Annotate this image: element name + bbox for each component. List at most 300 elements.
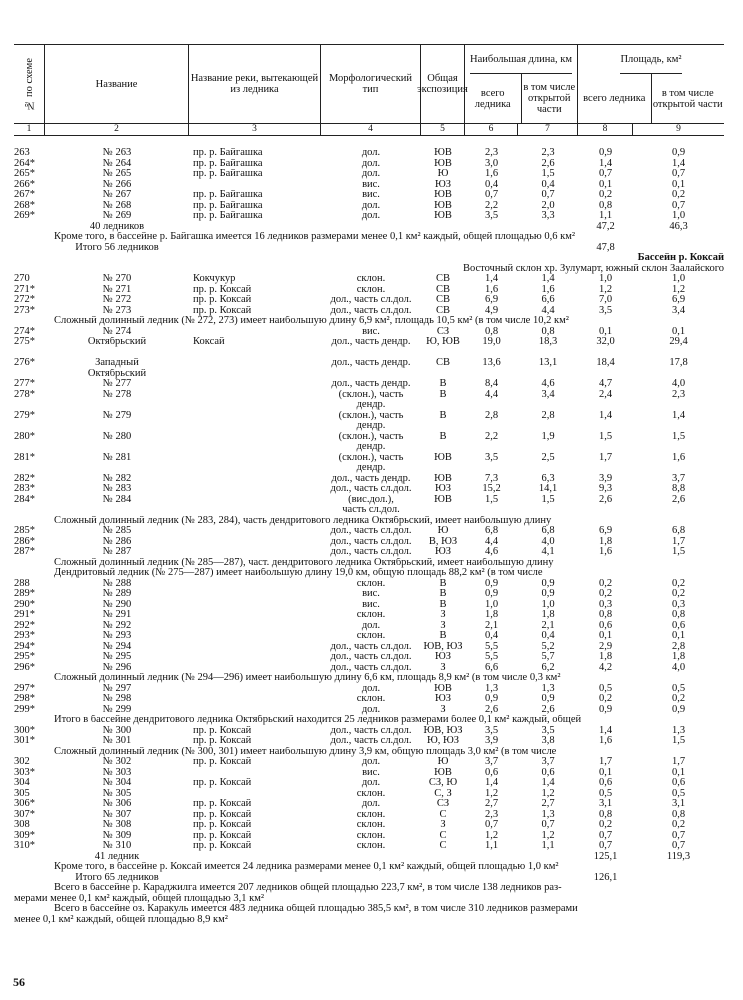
glacier-number: 267* — [14, 190, 35, 200]
length-total: 6,9 — [484, 295, 499, 305]
length-open: 1,0 — [541, 599, 555, 610]
length-total: 3,5 — [484, 725, 499, 736]
exposure: ЮВ — [434, 473, 452, 484]
length-total: 2,6 — [484, 704, 499, 715]
glacier-number — [14, 852, 45, 863]
table-row — [14, 211, 724, 222]
area-total: 1,4 — [598, 410, 613, 421]
area-total: 125,1 — [593, 851, 618, 862]
glacier-number — [14, 873, 45, 884]
length-open — [518, 369, 578, 380]
header-area-group: Площадь, км² всего ледника в том числе открытой части — [578, 45, 724, 123]
table-row — [14, 169, 724, 180]
text-line: Сложный долинный ледник (№ 300, 301) имеет наибольшую длину 3,9 км, общую площадь 3,0 км² (в том числе — [54, 746, 557, 757]
exposure — [421, 222, 465, 233]
length-total: 3,5 — [484, 211, 499, 221]
glacier-number: 301* — [14, 736, 35, 746]
exposure: В — [439, 379, 447, 389]
area-total — [578, 442, 633, 453]
table-row — [14, 600, 724, 611]
glacier-name: 41 ледник — [94, 851, 140, 862]
exposure — [421, 442, 465, 453]
length-total: 1,2 — [484, 830, 499, 841]
length-open: 3,5 — [541, 725, 555, 736]
exposure: С — [439, 841, 447, 851]
area-open: 1,8 — [671, 652, 686, 662]
length-total: 1,5 — [484, 494, 499, 505]
length-open: 2,3 — [541, 148, 555, 158]
morph-type: дол., часть сл.дол. — [330, 526, 412, 536]
text-line: менее 0,1 км² каждый, общей площадью 8,9 км² — [14, 914, 228, 925]
glacier-number: 303* — [14, 767, 35, 778]
area-open: 6,9 — [671, 295, 686, 305]
table-row — [14, 631, 724, 642]
length-open: 4,4 — [541, 305, 555, 316]
length-open: 5,7 — [541, 652, 555, 662]
area-open: 0,2 — [671, 694, 686, 704]
glacier-number: 270 — [14, 274, 30, 284]
glacier-name: № 289 — [102, 589, 132, 599]
length-total — [465, 505, 518, 516]
length-total: 0,9 — [484, 578, 499, 589]
area-total: 0,6 — [598, 620, 613, 631]
river-name: пр. р. Коксай — [193, 841, 252, 851]
glacier-name: № 290 — [102, 599, 132, 610]
table-row — [14, 390, 724, 401]
table-row — [14, 505, 724, 516]
column-number: 2 — [45, 124, 189, 135]
morph-type: дол., часть сл.дол. — [330, 736, 412, 746]
glacier-name: № 280 — [102, 431, 132, 442]
glacier-number: 310* — [14, 841, 35, 851]
morph-type: дол., часть дендр. — [331, 379, 411, 389]
area-total: 126,1 — [593, 872, 618, 883]
area-open: 2,8 — [671, 641, 686, 652]
glacier-name: Октябрьский — [87, 368, 147, 379]
area-open — [633, 873, 724, 884]
river-name — [189, 400, 321, 411]
morph-type: дол. — [361, 148, 381, 158]
area-open: 1,3 — [671, 725, 686, 736]
length-total: 2,2 — [484, 431, 499, 442]
document-page — [14, 44, 724, 925]
morph-type: дол., часть сл.дол. — [330, 641, 412, 652]
glacier-name: № 273 — [102, 305, 132, 316]
text-line: Сложный долинный ледник (№ 283, 284), часть дендритового ледника Октябрьский, имеет наибольшую длину — [54, 515, 552, 526]
glacier-number: 285* — [14, 526, 35, 536]
morph-type: дендр. — [356, 442, 386, 452]
area-open: 0,2 — [671, 589, 686, 599]
length-open: 2,6 — [541, 704, 555, 715]
area-open: 0,5 — [671, 788, 686, 799]
exposure: ЮВ — [434, 190, 452, 200]
area-open: 0,9 — [671, 704, 686, 715]
glacier-name: 40 ледников — [89, 221, 145, 232]
length-total — [465, 463, 518, 474]
glacier-name: № 266 — [102, 179, 132, 190]
length-open: 1,5 — [541, 494, 555, 505]
length-open — [518, 442, 578, 453]
glacier-number — [14, 243, 45, 254]
glacier-number: 307* — [14, 809, 35, 820]
length-open: 0,7 — [541, 820, 555, 830]
exposure: СЗ, Ю — [428, 778, 458, 788]
river-name: пр. р. Байгашка — [193, 190, 263, 200]
length-open: 1,9 — [541, 431, 555, 442]
exposure: З — [440, 820, 446, 830]
glacier-number: 281* — [14, 452, 35, 463]
river-name — [189, 873, 321, 884]
area-open: 0,1 — [671, 326, 686, 337]
length-open: 4,6 — [541, 379, 555, 389]
area-total: 0,8 — [598, 200, 613, 211]
text-line: Кроме того, в бассейне р. Коксай имеется 24 ледника размерами менее 0,1 км² каждый, общей площадью 1,0 км² — [54, 862, 559, 872]
glacier-number: 282* — [14, 473, 35, 484]
glacier-number: 289* — [14, 589, 35, 599]
length-total: 1,8 — [484, 610, 499, 620]
table-row — [14, 694, 724, 705]
glacier-number: 269* — [14, 211, 35, 221]
area-total: 3,5 — [598, 305, 613, 316]
area-total: 0,9 — [598, 148, 613, 158]
area-open: 3,4 — [671, 305, 686, 316]
area-total: 1,5 — [598, 431, 613, 442]
table-row — [14, 180, 724, 191]
length-total: 1,1 — [484, 841, 499, 851]
exposure: ЮВ — [434, 200, 452, 211]
area-open: 0,6 — [671, 620, 686, 631]
column-number: 5 — [421, 124, 465, 135]
river-name — [189, 442, 321, 453]
glacier-name: № 298 — [102, 694, 132, 704]
glacier-number: 264* — [14, 158, 35, 169]
column-number: 6 — [465, 124, 518, 135]
glacier-name — [45, 505, 189, 516]
length-total: 1,6 — [484, 169, 499, 179]
table-row — [14, 369, 724, 380]
glacier-number — [14, 505, 45, 516]
glacier-name: № 265 — [102, 169, 132, 179]
text-line: Сложный долинный ледник (№ 285—287), част. дендритового ледника Октябрьский, имеет наибольшую длину — [54, 557, 554, 568]
morph-type: дол. — [361, 169, 381, 179]
exposure: З — [440, 620, 446, 631]
exposure: СВ — [435, 305, 450, 316]
morph-type: дендр. — [356, 463, 386, 473]
glacier-name: № 274 — [102, 326, 132, 337]
morph-type: дол. — [361, 683, 381, 694]
table-row — [14, 285, 724, 296]
length-open: 3,8 — [541, 736, 555, 746]
morph-type: склон. — [356, 284, 386, 295]
area-open: 0,5 — [671, 683, 686, 694]
glacier-name: № 300 — [102, 725, 132, 736]
glacier-name: Западный — [95, 358, 139, 368]
header-river: Название реки, вытекающей из ледника — [189, 45, 321, 123]
morph-type: склон. — [356, 610, 386, 620]
length-open: 6,6 — [541, 295, 555, 305]
area-total: 0,8 — [598, 809, 613, 820]
river-name — [189, 474, 321, 485]
length-open: 0,8 — [541, 326, 555, 337]
length-open: 1,8 — [541, 610, 555, 620]
exposure: В — [439, 431, 447, 442]
table-row — [14, 474, 724, 485]
exposure: ЮВ — [434, 211, 452, 221]
morph-type: дол., часть дендр. — [331, 337, 411, 347]
area-open — [633, 505, 724, 516]
area-open: 3,1 — [671, 799, 686, 809]
length-total: 6,6 — [484, 662, 499, 673]
morph-type: склон. — [356, 578, 386, 589]
river-name — [189, 621, 321, 632]
exposure — [421, 400, 465, 411]
table-row — [14, 306, 724, 317]
glacier-number: 295* — [14, 652, 35, 662]
length-total: 1,4 — [484, 778, 499, 788]
table-row — [14, 243, 724, 254]
area-open: 1,6 — [671, 452, 686, 463]
exposure: СВ — [435, 358, 450, 368]
glacier-number: 302 — [14, 757, 30, 767]
exposure: ЮВ — [434, 148, 452, 158]
glacier-name: № 288 — [102, 578, 132, 589]
length-total: 4,4 — [484, 536, 499, 547]
table-row — [14, 579, 724, 590]
length-open: 2,1 — [541, 620, 555, 631]
exposure: С — [439, 809, 447, 820]
length-open: 0,9 — [541, 589, 555, 599]
river-name — [189, 390, 321, 401]
column-numbers — [14, 124, 724, 136]
column-number: 9 — [676, 124, 681, 134]
length-open: 18,3 — [538, 337, 558, 347]
morph-type: дол. — [361, 158, 381, 169]
river-name — [189, 505, 321, 516]
area-open — [633, 463, 724, 474]
length-open: 1,1 — [541, 841, 555, 851]
area-open: 0,1 — [671, 767, 686, 778]
area-total: 1,7 — [598, 452, 613, 463]
glacier-name: № 277 — [102, 379, 132, 389]
area-open: 0,8 — [671, 809, 686, 820]
area-total: 1,1 — [598, 211, 613, 221]
glacier-number: 304 — [14, 778, 30, 788]
length-open: 4,0 — [541, 536, 555, 547]
river-name — [189, 768, 321, 779]
exposure: В — [439, 589, 447, 599]
river-name: пр. р. Байгашка — [193, 148, 263, 158]
area-total — [578, 463, 633, 474]
area-open: 0,2 — [671, 578, 686, 589]
morph-type: дол. — [361, 620, 381, 631]
exposure — [421, 421, 465, 432]
exposure: С, З — [434, 788, 452, 799]
area-open: 1,4 — [671, 410, 686, 421]
river-name: пр. р. Байгашка — [193, 200, 263, 211]
length-total: 2,7 — [484, 799, 499, 809]
area-total: 2,6 — [598, 494, 613, 505]
header-area-open: в том числе открытой части — [652, 87, 723, 110]
table-row — [14, 768, 724, 779]
glacier-name: № 278 — [102, 389, 132, 400]
morph-type: вис. — [362, 589, 380, 599]
morph-type: вис. — [362, 179, 380, 190]
exposure: В — [439, 578, 447, 589]
length-open — [518, 243, 578, 254]
area-open: 0,7 — [671, 200, 686, 211]
header-exposure: Общая экспозиция — [421, 45, 465, 123]
river-name — [189, 432, 321, 443]
river-name — [189, 547, 321, 558]
length-open: 6,2 — [541, 662, 555, 673]
table-row — [14, 358, 724, 369]
length-total: 3,9 — [484, 736, 499, 746]
table-row — [14, 757, 724, 768]
text-line: Всего в бассейне р. Караджилга имеется 207 ледников общей площадью 223,7 км², в том числе 138 ледников раз- — [54, 883, 562, 893]
length-open: 2,5 — [541, 452, 555, 463]
length-total: 3,0 — [484, 158, 499, 169]
glacier-number: 275* — [14, 337, 35, 347]
glacier-name: № 304 — [102, 778, 132, 788]
table-row — [14, 789, 724, 800]
river-name: пр. р. Коксай — [193, 757, 252, 767]
glacier-number: 271* — [14, 284, 35, 295]
area-total: 1,0 — [598, 274, 613, 284]
length-total: 3,5 — [484, 452, 499, 463]
table-row — [14, 327, 724, 338]
table-row — [14, 705, 724, 716]
text-line: Бассейн р. Коксай — [637, 253, 724, 263]
area-total: 2,9 — [598, 641, 613, 652]
area-open: 1,5 — [671, 431, 686, 442]
morph-type: вис. — [362, 599, 380, 610]
river-name — [189, 180, 321, 191]
area-total — [578, 369, 633, 380]
exposure: В, ЮЗ — [428, 536, 458, 547]
river-name: пр. р. Коксай — [193, 295, 252, 305]
glacier-number: 290* — [14, 599, 35, 610]
area-open: 46,3 — [669, 221, 688, 232]
length-open: 2,6 — [541, 158, 555, 169]
glacier-number: 291* — [14, 610, 35, 620]
area-open: 0,7 — [671, 841, 686, 851]
length-open: 1,2 — [541, 830, 555, 841]
length-open: 1,2 — [541, 788, 555, 799]
length-open — [518, 852, 578, 863]
glacier-name: № 287 — [102, 547, 132, 557]
glacier-name: Итого 65 ледников — [75, 872, 159, 883]
glacier-number: 288 — [14, 578, 30, 589]
text-line: Итого в бассейне дендритового ледника Октябрьский находится 25 ледников размерами более 0,1 км² каждый, общей — [54, 715, 582, 725]
morph-type: вис. — [362, 767, 380, 778]
table-row — [14, 526, 724, 537]
header-name: Название — [45, 45, 189, 123]
table-row — [14, 642, 724, 653]
glacier-name: № 301 — [102, 736, 132, 746]
glacier-name — [45, 463, 189, 474]
morph-type: дол. — [361, 778, 381, 788]
length-open: 1,4 — [541, 778, 555, 788]
length-total: 3,7 — [484, 757, 499, 767]
glacier-name: № 295 — [102, 652, 132, 662]
text-line: Восточный склон хр. Зулумарт, южный склон Заалайского — [462, 263, 724, 274]
length-total: 0,6 — [484, 767, 499, 778]
morph-type: склон. — [356, 274, 386, 284]
exposure — [421, 369, 465, 380]
length-total: 1,4 — [484, 274, 499, 284]
glacier-name — [45, 421, 189, 432]
river-name: пр. р. Байгашка — [193, 211, 263, 221]
morph-type — [321, 369, 421, 380]
glacier-name: № 307 — [102, 809, 132, 820]
area-total — [578, 421, 633, 432]
river-name — [189, 358, 321, 369]
area-total: 0,7 — [598, 169, 613, 179]
length-total: 0,4 — [484, 631, 499, 641]
river-name: пр. р. Коксай — [193, 809, 252, 820]
glacier-number: 299* — [14, 704, 35, 715]
area-total: 3,1 — [598, 799, 613, 809]
length-open: 6,3 — [541, 473, 555, 484]
row-gap — [14, 348, 724, 359]
area-open: 0,3 — [671, 599, 686, 610]
table-body — [14, 148, 724, 925]
table-row — [14, 652, 724, 663]
area-open: 1,4 — [671, 158, 686, 169]
glacier-name: Итого 56 ледников — [75, 242, 159, 253]
area-open: 6,8 — [671, 526, 686, 536]
length-total: 2,2 — [484, 200, 499, 211]
column-number: 1 — [14, 124, 45, 135]
glacier-number: 293* — [14, 631, 35, 641]
table-row — [14, 726, 724, 737]
area-open: 2,3 — [671, 389, 686, 400]
river-name — [189, 694, 321, 705]
area-open: 0,2 — [671, 190, 686, 200]
length-total: 2,3 — [484, 148, 499, 158]
river-name: пр. р. Коксай — [193, 830, 252, 841]
text-line: Дендритовый ледник (№ 275—287) имеет наибольшую длину 19,0 км, общую площадь 88,2 км² (в том числе — [54, 568, 543, 578]
table-row — [14, 537, 724, 548]
glacier-name: № 281 — [102, 452, 132, 463]
glacier-name: № 309 — [102, 830, 132, 841]
area-open: 2,6 — [671, 494, 686, 505]
glacier-number: 263 — [14, 148, 30, 158]
length-total: 7,3 — [484, 473, 499, 484]
column-number: 7 — [518, 124, 578, 135]
exposure: ЮЗ — [434, 694, 452, 704]
length-total: 4,4 — [484, 389, 499, 400]
morph-type — [321, 873, 421, 884]
area-total — [578, 505, 633, 516]
area-total: 0,2 — [598, 820, 613, 830]
length-total: 15,2 — [482, 484, 501, 494]
table-row — [14, 663, 724, 674]
river-name — [189, 652, 321, 663]
glacier-name: № 263 — [102, 148, 132, 158]
table-row — [14, 337, 724, 348]
area-total: 0,2 — [598, 190, 613, 200]
morph-type: дол., часть сл.дол. — [330, 484, 412, 494]
text-line: Сложный долинный ледник (№ 272, 273) имеет наибольшую длину 6,9 км², площадь 10,5 км² (в том числе 10,2 км² — [54, 316, 569, 326]
glacier-name: № 272 — [102, 295, 132, 305]
morph-type: склон. — [356, 694, 386, 704]
glacier-name: № 271 — [102, 284, 132, 295]
table-row — [14, 400, 724, 411]
length-open: 1,3 — [541, 809, 555, 820]
table-row — [14, 295, 724, 306]
area-open: 119,3 — [666, 851, 691, 862]
